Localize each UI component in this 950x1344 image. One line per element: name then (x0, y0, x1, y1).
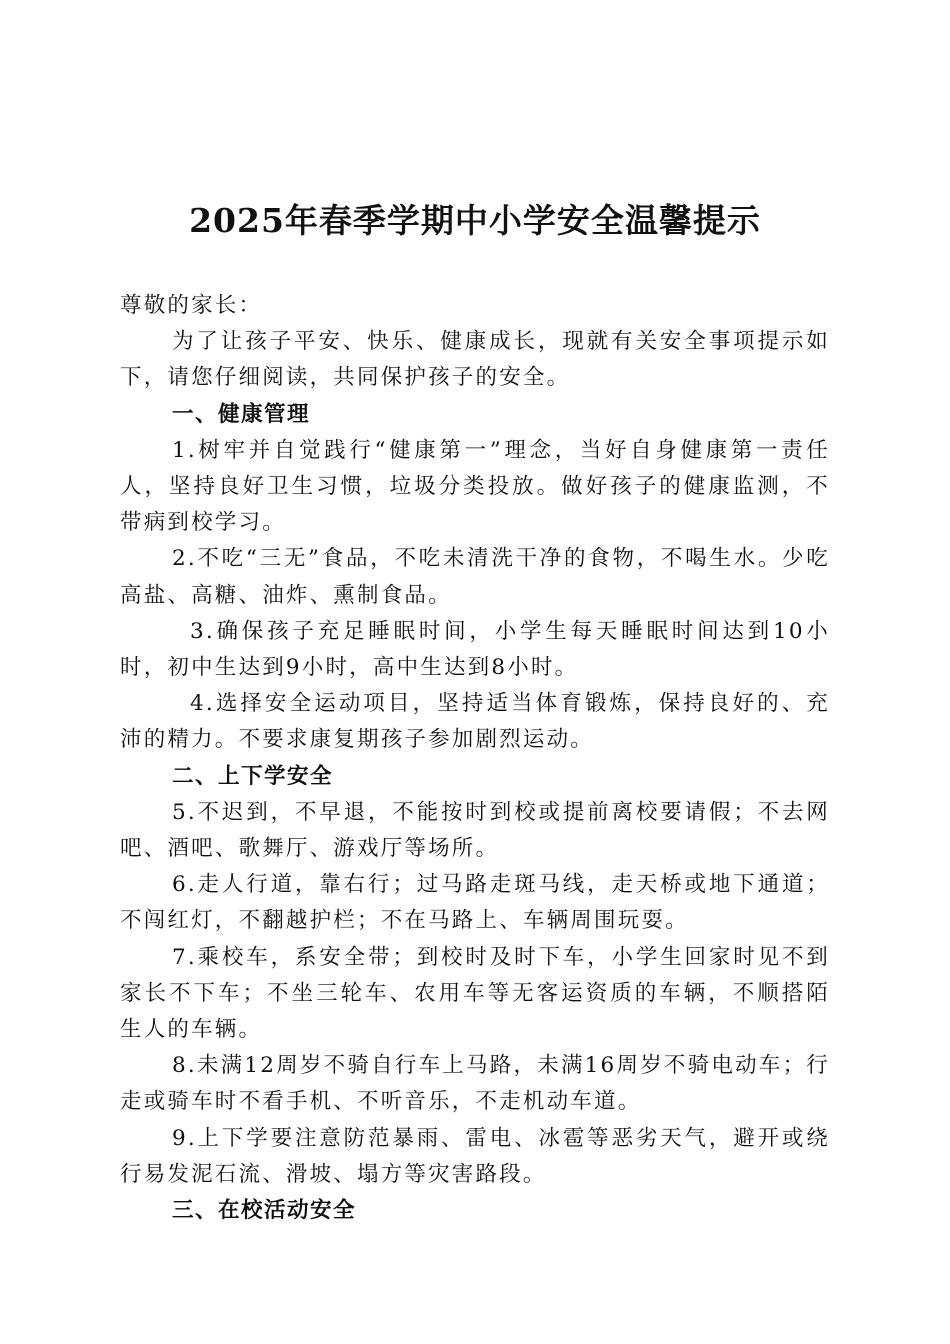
list-item: 4.选择安全运动项目，坚持适当体育锻炼，保持良好的、充沛的精力。不要求康复期孩子参加剧烈运动。 (120, 691, 830, 753)
intro-paragraph: 为了让孩子平安、快乐、健康成长，现就有关安全事项提示如下，请您仔细阅读，共同保护孩子的安全。 (120, 329, 830, 391)
section-heading-school: 三、在校活动安全 (172, 1198, 357, 1224)
document-body (120, 288, 830, 1229)
list-item: 3.确保孩子充足睡眠时间，小学生每天睡眠时间达到10小时，初中生达到9小时，高中生达到8小时。 (120, 618, 830, 681)
document-title: 2025年春季学期中小学安全温馨提示 (189, 201, 761, 240)
list-item: 6.走人行道，靠右行；过马路走斑马线，走天桥或地下通道；不闯红灯，不翻越护栏；不在马路上、车辆周围玩耍。 (120, 872, 830, 934)
list-item: 2.不吃“三无”食品，不吃未清洗干净的食物，不喝生水。少吃高盐、高糖、油炸、熏制食品。 (120, 546, 830, 608)
list-item: 8.未满12周岁不骑自行车上马路，未满16周岁不骑电动车；行走或骑车时不看手机、不听音乐，不走机动车道。 (120, 1053, 830, 1115)
list-item: 5.不迟到，不早退，不能按时到校或提前离校要请假；不去网吧、酒吧、歌舞厅、游戏厅等场所。 (120, 799, 830, 862)
list-item: 7.乘校车，系安全带；到校时及时下车，小学生回家时见不到家长不下车；不坐三轮车、农用车等无客运资质的车辆，不顺搭陌生人的车辆。 (120, 944, 830, 1043)
list-item: 1.树牢并自觉践行“健康第一”理念，当好自身健康第一责任人，坚持良好卫生习惯，垃圾分类投放。做好孩子的健康监测，不带病到校学习。 (120, 437, 830, 536)
salutation: 尊敬的家长： (120, 293, 263, 318)
section-heading-commute: 二、上下学安全 (172, 763, 334, 789)
section-heading-health: 一、健康管理 (172, 401, 311, 427)
list-item: 9.上下学要注意防范暴雨、雷电、冰雹等恶劣天气，避开或绕行易发泥石流、滑坡、塌方等灾害路段。 (120, 1125, 830, 1187)
